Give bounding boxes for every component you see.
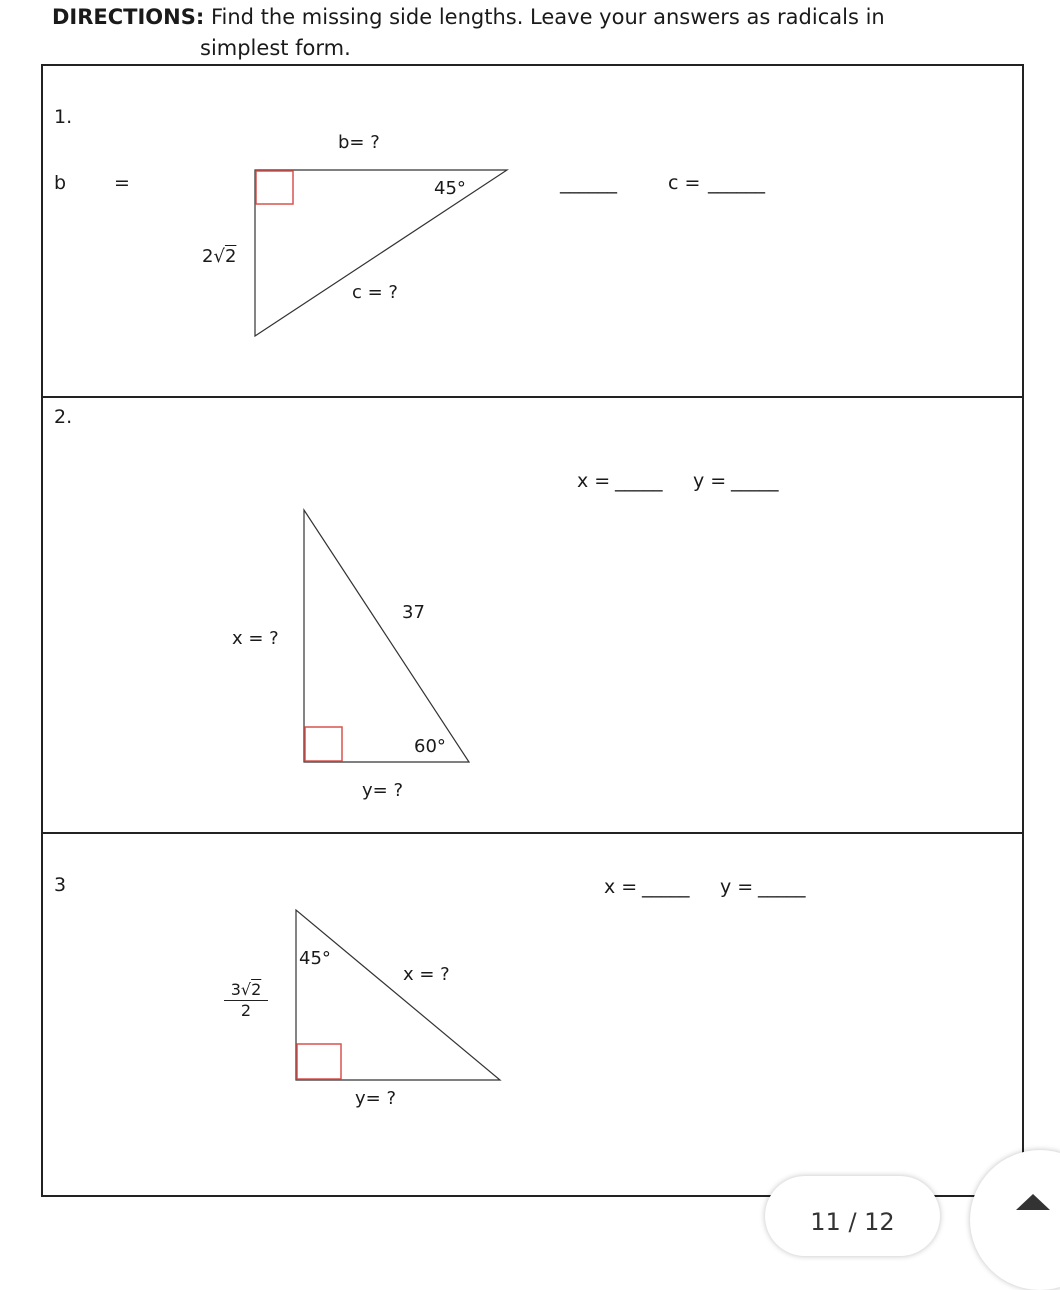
problem-3-side-left-numerator: 3√2 [224,980,268,1001]
directions-text-line1: Find the missing side lengths. Leave your answers as radicals in [210,5,885,29]
problem-3-x-answer-blank[interactable]: _____ [642,876,690,898]
problem-2-angle: 60° [414,736,446,757]
directions-label: DIRECTIONS: [52,5,205,29]
problem-3-triangle-shape [296,910,500,1080]
problem-3-y-label: y = [720,876,754,898]
problem-2-side-bottom: y= ? [362,780,404,801]
problem-1-c-label: c = [668,172,701,194]
problem-3-x-label: x = [604,876,638,898]
problem-3-right-angle-marker [297,1044,341,1079]
problem-3-number: 3 [54,874,67,896]
problem-1-b-label: b [54,172,67,194]
problem-3-side-bottom: y= ? [355,1088,397,1109]
problem-3-num-coef: 3 [230,980,241,999]
chevron-up-icon [1016,1194,1050,1210]
problem-2-x-label: x = [577,470,611,492]
page-indicator-text: 11 / 12 [810,1208,895,1236]
problem-3-side-hyp: x = ? [403,964,450,985]
problem-3-y-answer-blank[interactable]: _____ [758,876,806,898]
problem-2-number: 2. [54,406,73,428]
problem-2-y-answer-blank[interactable]: _____ [731,470,779,492]
problem-1-b-answer-blank[interactable]: ______ [560,172,617,194]
problem-1-side-left-coef: 2 [202,246,214,267]
problem-1-side-hyp: c = ? [352,282,398,303]
problem-3-num-rad: 2 [251,980,262,999]
problem-2-x-answer-blank[interactable]: _____ [615,470,663,492]
problem-3-side-left-fraction [224,980,268,1021]
problem-1-c-answer-blank[interactable]: ______ [708,172,765,194]
problem-1-number: 1. [54,106,73,128]
directions-text-line2: simplest form. [200,36,351,60]
problem-1-b-equals: = [114,172,130,194]
problem-1-side-left-rad: 2 [224,246,237,267]
problem-2-y-label: y = [693,470,727,492]
problem-1-side-top: b= ? [338,132,380,153]
problem-2-side-hyp: 37 [402,602,425,623]
page-indicator [765,1176,940,1256]
problem-1-angle: 45° [434,178,466,199]
problem-1-side-left: 2√2 [202,246,237,267]
problem-3-angle: 45° [299,948,331,969]
problem-2-side-left: x = ? [232,628,279,649]
problem-3-side-left-denominator: 2 [240,1001,252,1020]
